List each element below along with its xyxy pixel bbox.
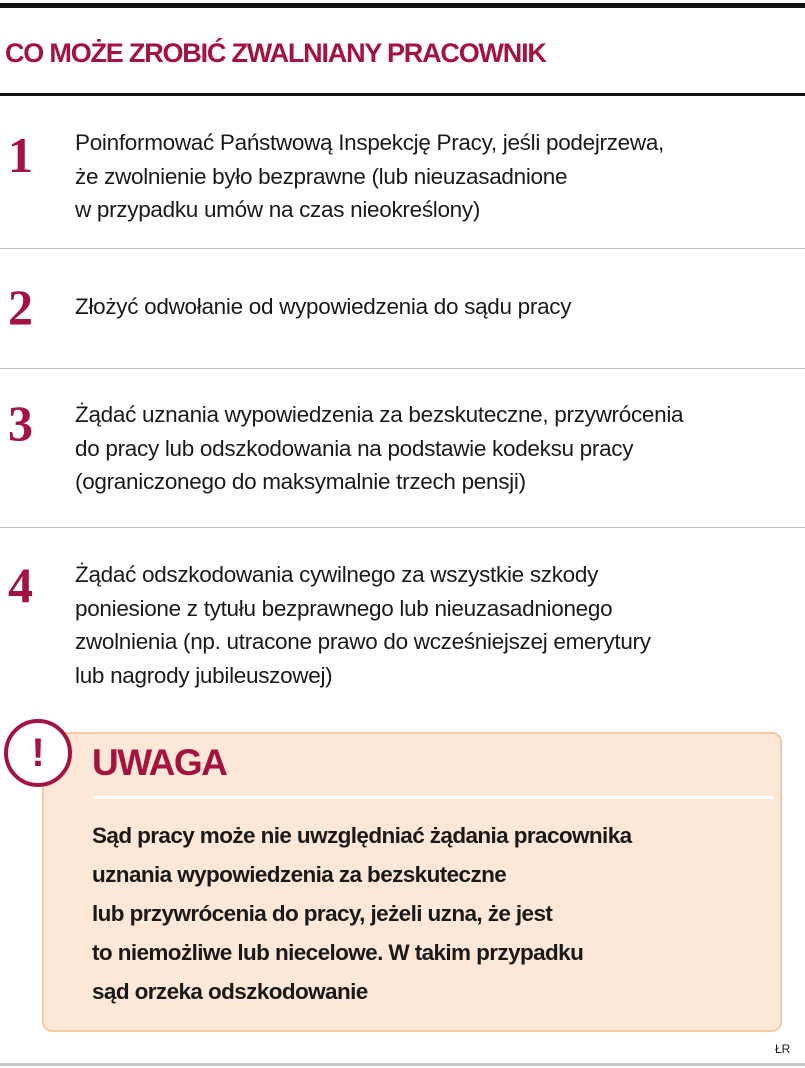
item-text [75,398,683,499]
divider [0,368,805,369]
text-line: lub przywrócenia do pracy, jeżeli uzna, że jest [92,901,553,926]
text-line: uznania wypowiedzenia za bezskuteczne [92,862,507,887]
item-number: 1 [8,127,33,183]
top-rule [0,3,805,8]
warning-divider [94,796,774,799]
item-text [75,290,571,324]
text-line: zwolnienia (np. utracone prawo do wcześniejszej emerytury [75,629,651,654]
text-line: do pracy lub odszkodowania na podstawie kodeksu pracy [75,435,634,461]
divider [0,248,805,249]
text-line: Poinformować Państwową Inspekcję Pracy, jeśli podejrzewa, [75,130,665,155]
text-line: Sąd pracy może nie uwzględniać żądania pracownika [92,823,632,848]
item-number: 4 [8,557,33,613]
text-line: sąd orzeka odszkodowanie [92,979,368,1004]
text-line: w przypadku umów na czas nieokreślony) [75,197,481,222]
author-credit: ŁR [775,1042,791,1056]
title-rule [0,93,805,96]
item-number: 2 [8,279,33,335]
bottom-rule [0,1063,805,1066]
text-line: że zwolnienie było bezprawne (lub nieuzasadnione [75,163,568,189]
text-line: (ograniczonego do maksymalnie trzech pensji) [75,469,526,494]
item-number: 3 [8,395,33,451]
page-title: CO MOŻE ZROBIĆ ZWALNIANY PRACOWNIK [5,38,546,68]
warning-text [92,816,632,1011]
text-line: Żądać odszkodowania cywilnego za wszystkie szkody [75,562,599,587]
text-line: Złożyć odwołanie od wypowiedzenia do sądu pracy [75,294,572,319]
exclamation-icon: ! [4,719,72,787]
item-text [75,558,651,692]
divider [0,527,805,528]
text-line: poniesione z tytułu bezprawnego lub nieuzasadnionego [75,595,613,621]
text-line: Żądać uznania wypowiedzenia za bezskuteczne, przywrócenia [75,402,684,427]
text-line: to niemożliwe lub niecelowe. W takim przypadku [92,940,584,965]
text-line: lub nagrody jubileuszowej) [75,662,333,688]
item-text [75,126,664,227]
warning-heading: UWAGA [92,742,227,783]
